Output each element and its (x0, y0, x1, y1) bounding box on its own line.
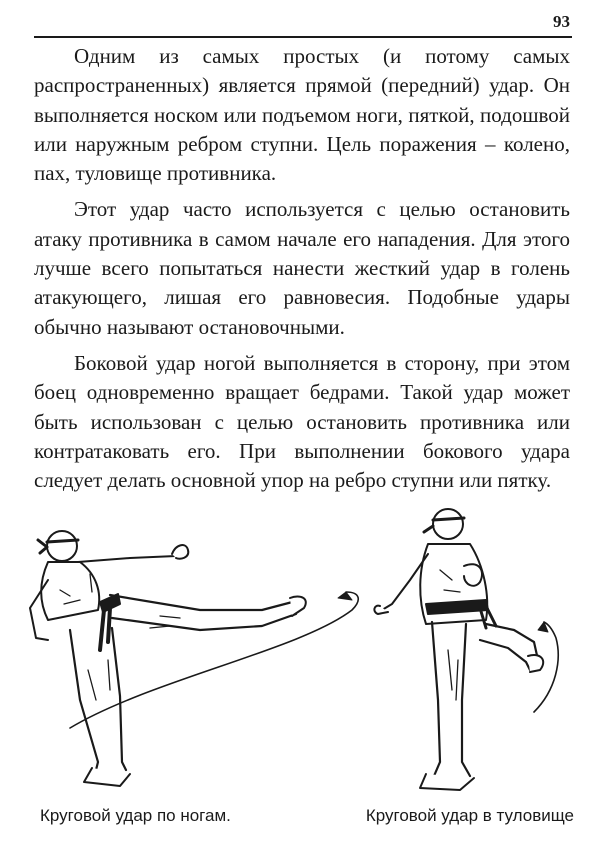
page-number: 93 (553, 12, 570, 31)
paragraph-3: Боковой удар ногой выполняется в сторону, при этом боец одновременно вращает бедрами. Такой удар может быть использован с целью остановить противника или контратаковать его. При выполнении бокового удара следует делать основной упор на ребро ступни или пятку. (34, 350, 570, 493)
right-figure-caption: Круговой удар в туловище (365, 806, 574, 825)
paragraph-1: Одним из самых простых (и потому самых распространенных) является прямой (передний) удар. Он выполняется носком или подъемом ноги, пяткой, подошвой или наружным ребром ступни. Цель поражения – колено, пах, туловище противника. (34, 44, 570, 186)
left-motion-arrow (70, 592, 358, 728)
body-text (34, 42, 570, 502)
paragraph-2: Этот удар часто используется с целью остановить атаку противника в самом начале его нападения. Для этого лучше всего попытаться нанести жесткий удар в голень атакующего, лишая его равновесия. Подобные удары обычно называют остановочными. (34, 197, 570, 339)
left-figure-caption: Круговой удар по ногам. (40, 806, 231, 825)
illustrations (0, 500, 600, 800)
header-rule (34, 36, 572, 38)
left-kicker-figure (30, 531, 306, 786)
right-kicker-figure (374, 509, 543, 790)
